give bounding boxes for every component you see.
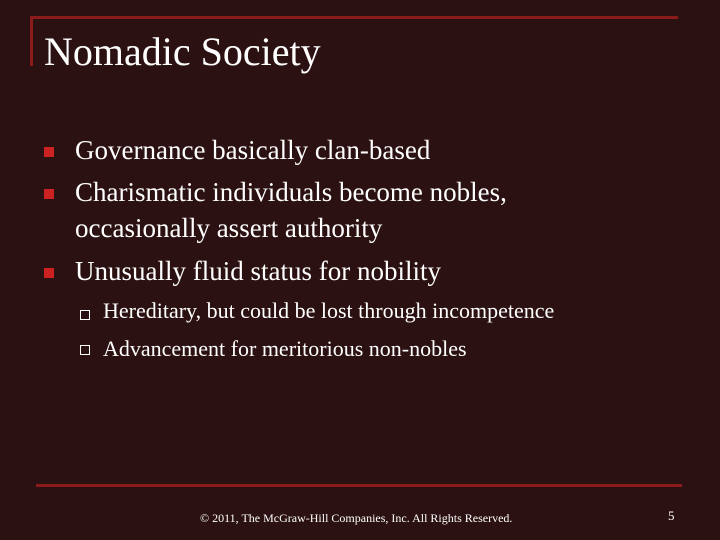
square-bullet-icon	[44, 189, 54, 199]
bullet-item-continuation: occasionally assert authority	[75, 213, 383, 243]
sub-bullet-item: Advancement for meritorious non-nobles	[103, 336, 467, 361]
bullet-item: Unusually fluid status for nobility	[75, 256, 441, 286]
bullet-item: Charismatic individuals become nobles,	[75, 177, 507, 207]
page-number: 5	[668, 508, 675, 523]
hollow-square-bullet-icon	[80, 310, 90, 320]
bullet-item: Governance basically clan-based	[75, 135, 431, 165]
square-bullet-icon	[44, 268, 54, 278]
hollow-square-bullet-icon	[80, 345, 90, 355]
sub-bullet-item: Hereditary, but could be lost through incompetence	[103, 298, 555, 323]
slide-title: Nomadic Society	[44, 29, 321, 74]
title-rule-horizontal	[30, 16, 678, 19]
copyright-notice: © 2011, The McGraw-Hill Companies, Inc. All Rights Reserved.	[200, 511, 513, 525]
footer-rule	[36, 484, 682, 487]
square-bullet-icon	[44, 147, 54, 157]
title-rule-vertical	[30, 16, 33, 66]
